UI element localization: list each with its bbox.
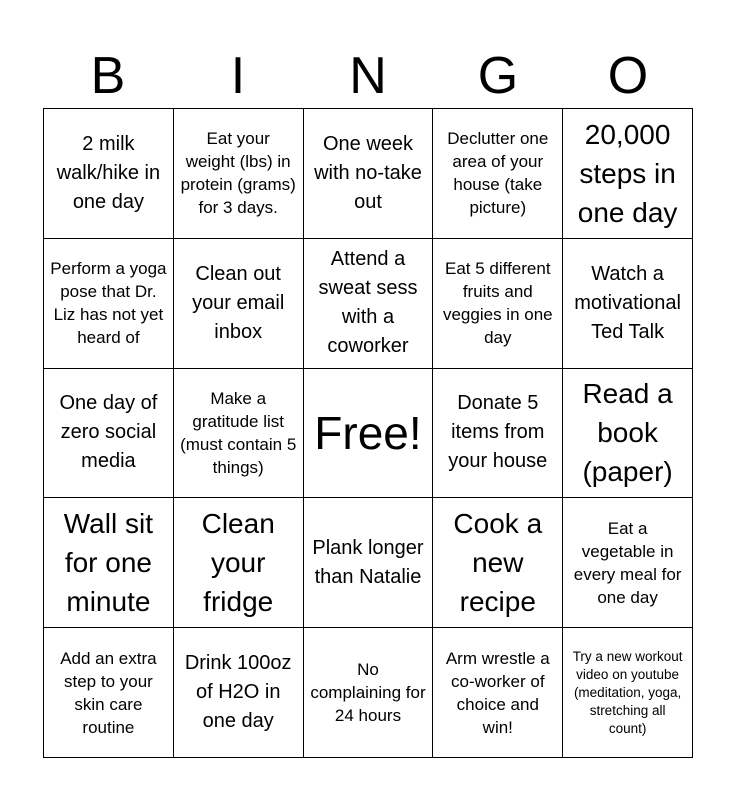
bingo-cell[interactable] xyxy=(563,369,693,499)
cell-text: 2 milk walk/hike in one day xyxy=(56,132,161,213)
cell-text: Make a gratitude list (must contain 5 things) xyxy=(180,388,297,477)
cell-text: Declutter one area of your house (take picture) xyxy=(447,129,549,218)
cell-text: Eat your weight (lbs) in protein (grams) for 3 days. xyxy=(180,129,296,218)
cell-text: Arm wrestle a co-worker of choice and win! xyxy=(445,648,550,737)
header-letter-b: B xyxy=(90,47,126,105)
bingo-cell[interactable] xyxy=(44,369,174,499)
cell-text: Try a new workout video on youtube (meditation, yoga, stretching all count) xyxy=(572,648,683,736)
bingo-card xyxy=(43,108,693,758)
bingo-cell[interactable] xyxy=(174,369,304,499)
bingo-cell[interactable] xyxy=(304,498,434,628)
cell-text: Cook a new recipe xyxy=(453,508,543,618)
bingo-cell[interactable] xyxy=(44,239,174,369)
bingo-cell[interactable] xyxy=(304,239,434,369)
cell-text: One day of zero social media xyxy=(59,392,158,473)
bingo-cell[interactable] xyxy=(433,369,563,499)
bingo-cell[interactable] xyxy=(44,109,174,239)
bingo-cell[interactable] xyxy=(174,498,304,628)
bingo-header xyxy=(43,46,693,106)
cell-text: Watch a motivational Ted Talk xyxy=(574,262,681,343)
cell-text: Donate 5 items from your house xyxy=(448,392,548,473)
bingo-cell[interactable] xyxy=(433,109,563,239)
header-letter-g: G xyxy=(477,47,519,105)
cell-text: Eat a vegetable in every meal for one day xyxy=(573,518,682,607)
bingo-cell[interactable] xyxy=(563,239,693,369)
bingo-cell[interactable] xyxy=(174,109,304,239)
bingo-cell[interactable] xyxy=(304,628,434,758)
cell-text: One week with no-take out xyxy=(314,132,422,213)
bingo-cell[interactable] xyxy=(44,628,174,758)
cell-text: Add an extra step to your skin care routine xyxy=(60,648,157,737)
bingo-cell[interactable] xyxy=(563,498,693,628)
free-space-cell[interactable] xyxy=(304,369,434,499)
cell-text: Clean your fridge xyxy=(201,508,275,618)
cell-text: Read a book (paper) xyxy=(582,378,673,488)
cell-text: Wall sit for one minute xyxy=(63,508,153,618)
bingo-cell[interactable] xyxy=(174,628,304,758)
cell-text: Eat 5 different fruits and veggies in one day xyxy=(442,259,553,348)
cell-text: Clean out your email inbox xyxy=(192,262,285,343)
bingo-cell[interactable] xyxy=(563,109,693,239)
header-letter-i: I xyxy=(230,47,246,105)
free-space-text: Free! xyxy=(314,406,422,459)
bingo-cell[interactable] xyxy=(433,498,563,628)
bingo-cell[interactable] xyxy=(563,628,693,758)
bingo-cell[interactable] xyxy=(44,498,174,628)
bingo-cell[interactable] xyxy=(174,239,304,369)
bingo-cell[interactable] xyxy=(433,628,563,758)
header-letter-n: N xyxy=(349,47,387,105)
bingo-cell[interactable] xyxy=(304,109,434,239)
cell-text: No complaining for 24 hours xyxy=(310,660,426,726)
cell-text: 20,000 steps in one day xyxy=(577,118,678,228)
cell-text: Perform a yoga pose that Dr. Liz has not yet heard of xyxy=(50,259,167,348)
header-letter-o: O xyxy=(607,47,649,105)
bingo-cell[interactable] xyxy=(433,239,563,369)
cell-text: Attend a sweat sess with a coworker xyxy=(318,248,418,358)
cell-text: Drink 100oz of H2O in one day xyxy=(184,652,292,733)
cell-text: Plank longer than Natalie xyxy=(312,536,424,588)
